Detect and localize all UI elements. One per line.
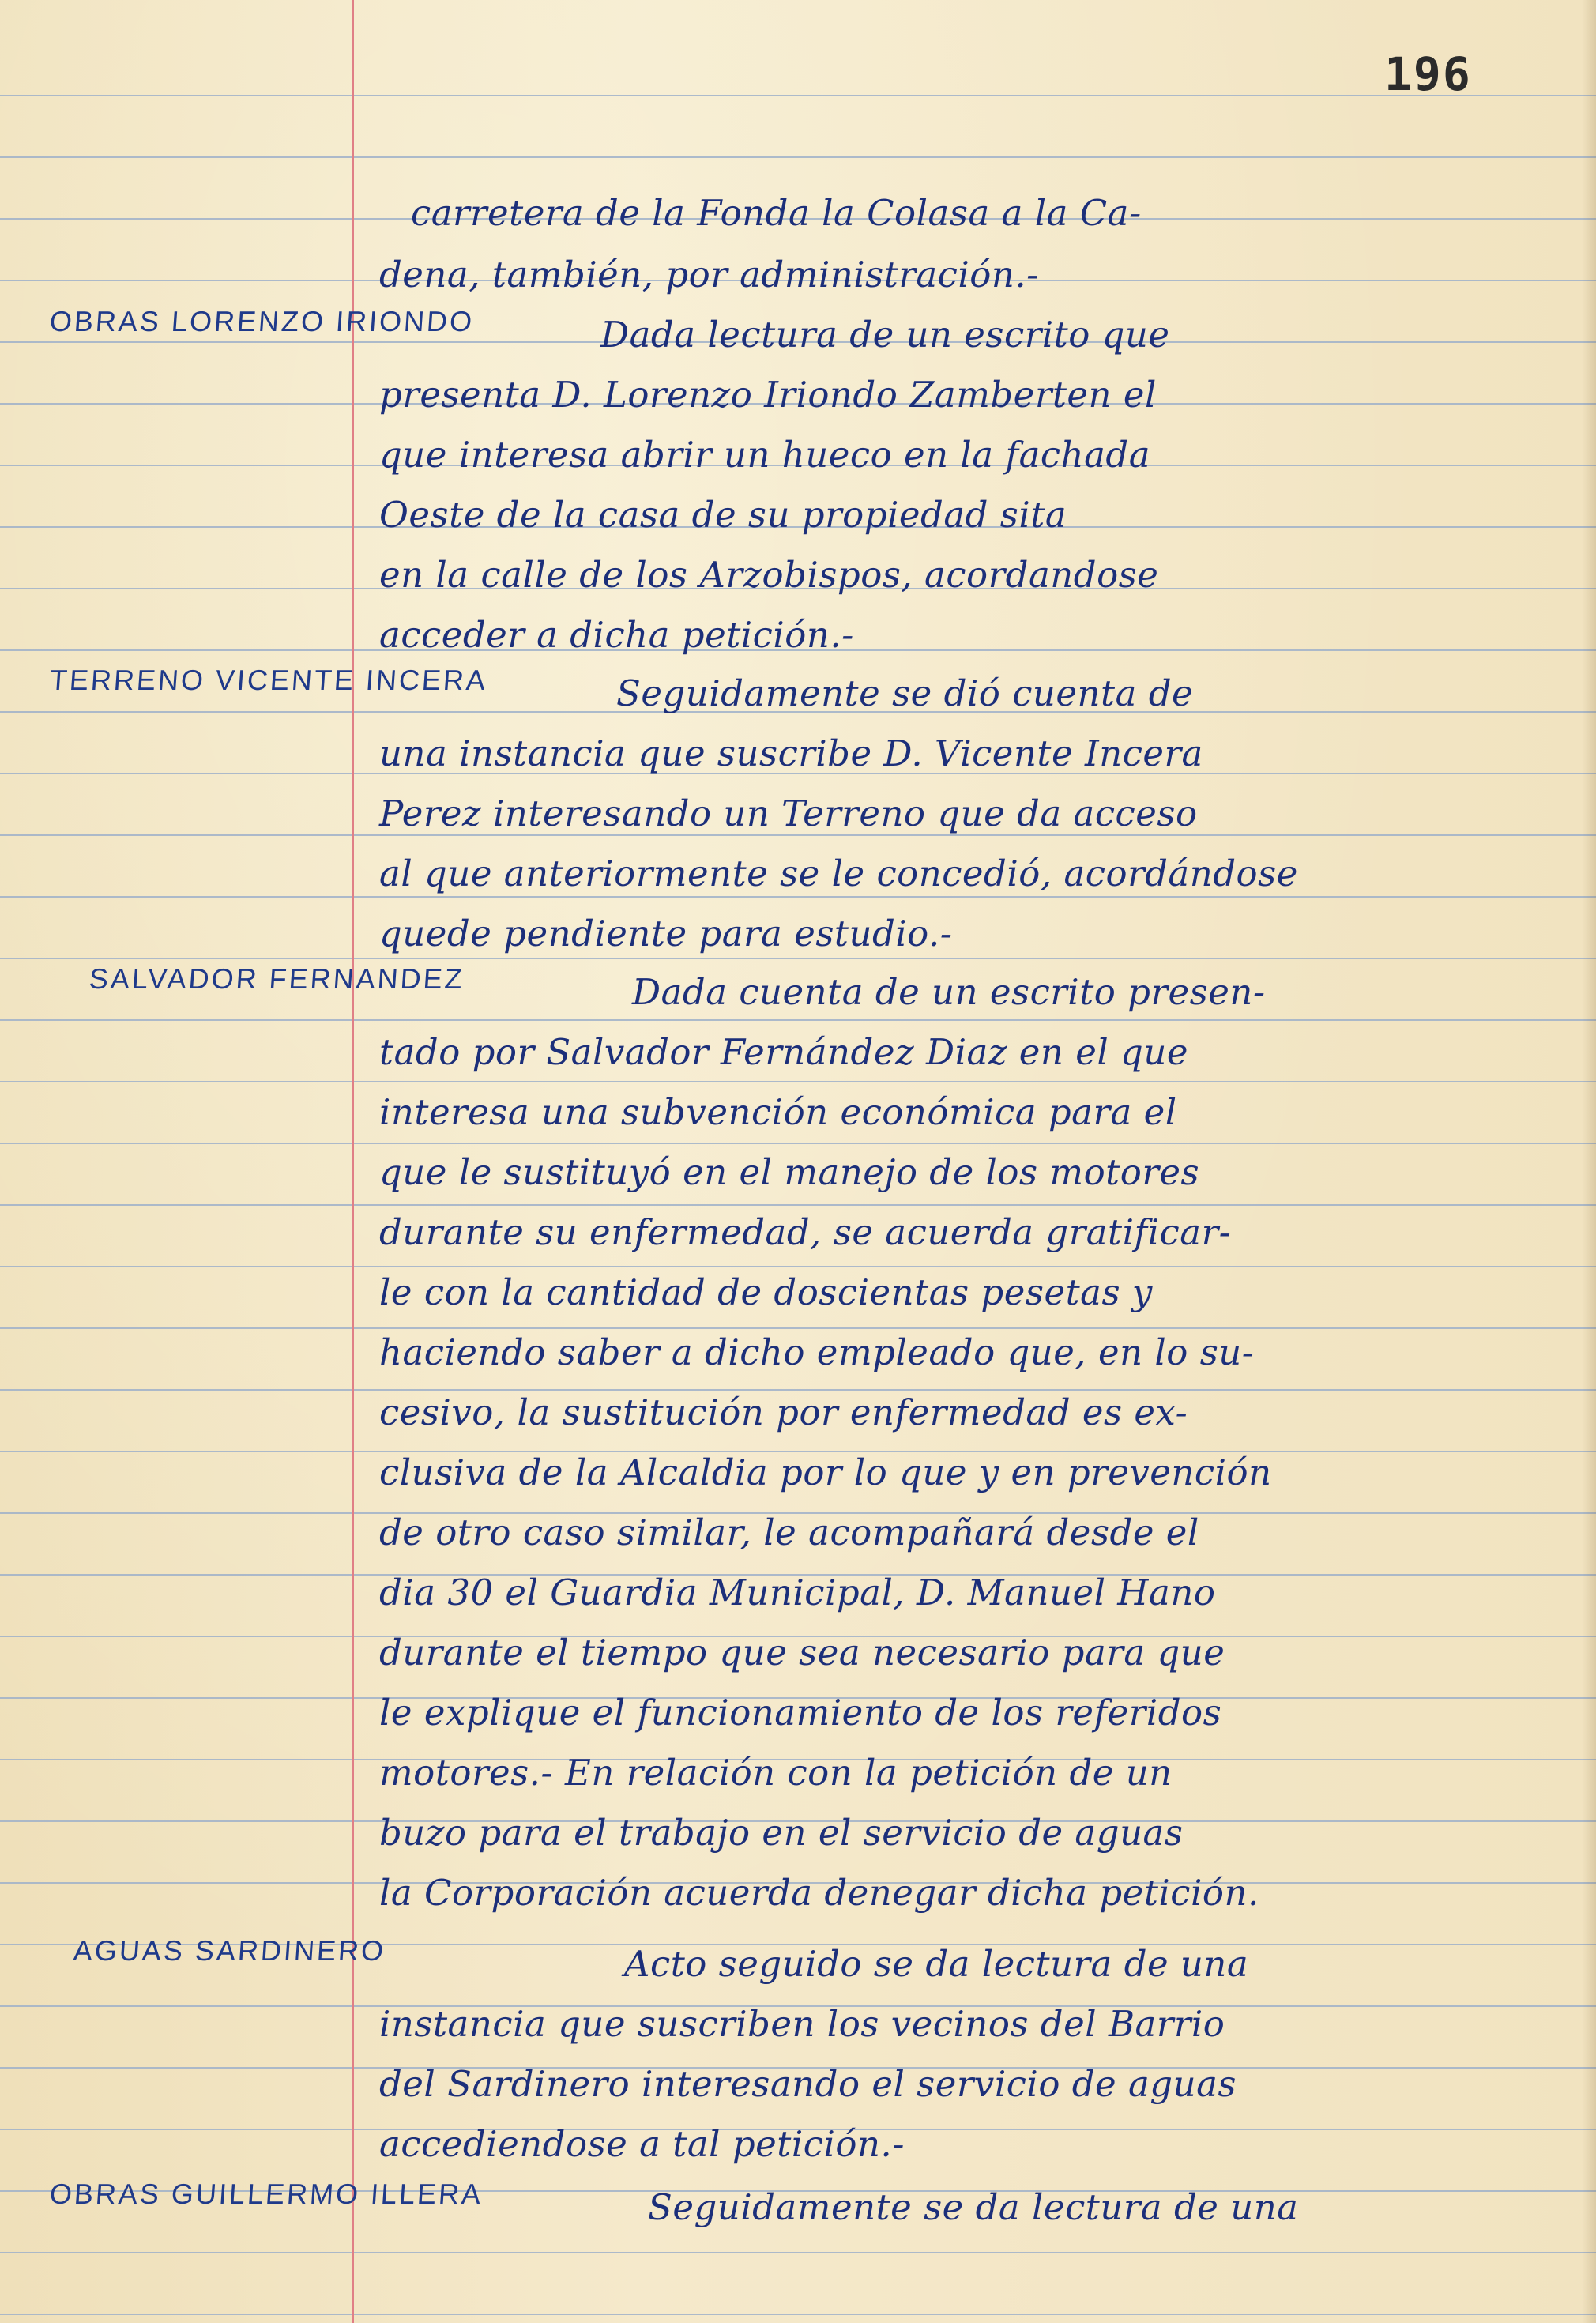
text-line: Acto seguido se da lectura de una [624, 1943, 1249, 1985]
text-line: presenta D. Lorenzo Iriondo Zamberten el [379, 374, 1157, 416]
ruled-line [0, 2314, 1596, 2315]
text-line: le explique el funcionamiento de los referidos [379, 1692, 1222, 1734]
ruled-line [0, 95, 1596, 96]
text-line: dia 30 el Guardia Municipal, D. Manuel Hano [379, 1572, 1216, 1613]
text-line: Oeste de la casa de su propiedad sita [379, 494, 1067, 536]
text-line: del Sardinero interesando el servicio de aguas [379, 2063, 1237, 2105]
text-line: durante el tiempo que sea necesario para que [379, 1632, 1225, 1674]
text-line: acceder a dicha petición.- [379, 614, 854, 656]
ruled-line [0, 2252, 1596, 2253]
margin-note-aguas-sardinero: AGUAS SARDINERO [72, 1934, 387, 1967]
text-line: interesa una subvención económica para el [379, 1091, 1177, 1133]
text-line: de otro caso similar, le acompañará desde el [379, 1512, 1199, 1553]
text-line: la Corporación acuerda denegar dicha petición. [379, 1872, 1259, 1914]
text-line: accediendose a tal petición.- [379, 2123, 905, 2165]
text-line: carretera de la Fonda la Colasa a la Ca- [411, 192, 1142, 234]
text-line: le con la cantidad de doscientas pesetas y [379, 1271, 1153, 1313]
margin-note-obras-lorenzo-iriondo: OBRAS LORENZO IRIONDO [48, 305, 476, 337]
text-line: durante su enfermedad, se acuerda gratificar- [379, 1211, 1232, 1253]
text-line: motores.- En relación con la petición de un [379, 1752, 1173, 1794]
text-line: Seguidamente se dió cuenta de [616, 672, 1194, 714]
text-line: que le sustituyó en el manejo de los motores [379, 1151, 1200, 1193]
margin-note-salvador-fernandez: SALVADOR FERNANDEZ [88, 962, 466, 995]
text-line: Perez interesando un Terreno que da acceso [379, 793, 1198, 834]
text-line: haciendo saber a dicho empleado que, en lo su- [379, 1331, 1255, 1373]
text-line: al que anteriormente se le concedió, acordándose [379, 853, 1298, 894]
text-line: quede pendiente para estudio.- [379, 913, 953, 954]
ruled-line [0, 156, 1596, 158]
margin-note-terreno-vicente-incera: TERRENO VICENTE INCERA [48, 664, 489, 696]
text-line: una instancia que suscribe D. Vicente Incera [379, 732, 1203, 774]
text-line: buzo para el trabajo en el servicio de aguas [379, 1812, 1184, 1854]
text-line: Dada cuenta de un escrito presen- [632, 971, 1266, 1013]
text-line: instancia que suscriben los vecinos del Barrio [379, 2003, 1225, 2045]
text-line: en la calle de los Arzobispos, acordandose [379, 554, 1159, 596]
page-number: 196 [1384, 47, 1472, 101]
text-line: clusiva de la Alcaldia por lo que y en prevención [379, 1451, 1272, 1493]
text-line: Seguidamente se da lectura de una [648, 2186, 1299, 2228]
margin-note-obras-guillermo-illera: OBRAS GUILLERMO ILLERA [48, 2178, 484, 2210]
text-line: que interesa abrir un hueco en la fachada [379, 434, 1151, 476]
text-line: tado por Salvador Fernández Diaz en el que [379, 1031, 1188, 1073]
text-line: dena, también, por administración.- [379, 254, 1039, 296]
text-line: Dada lectura de un escrito que [600, 314, 1170, 356]
text-line: cesivo, la sustitución por enfermedad es ex- [379, 1391, 1188, 1433]
